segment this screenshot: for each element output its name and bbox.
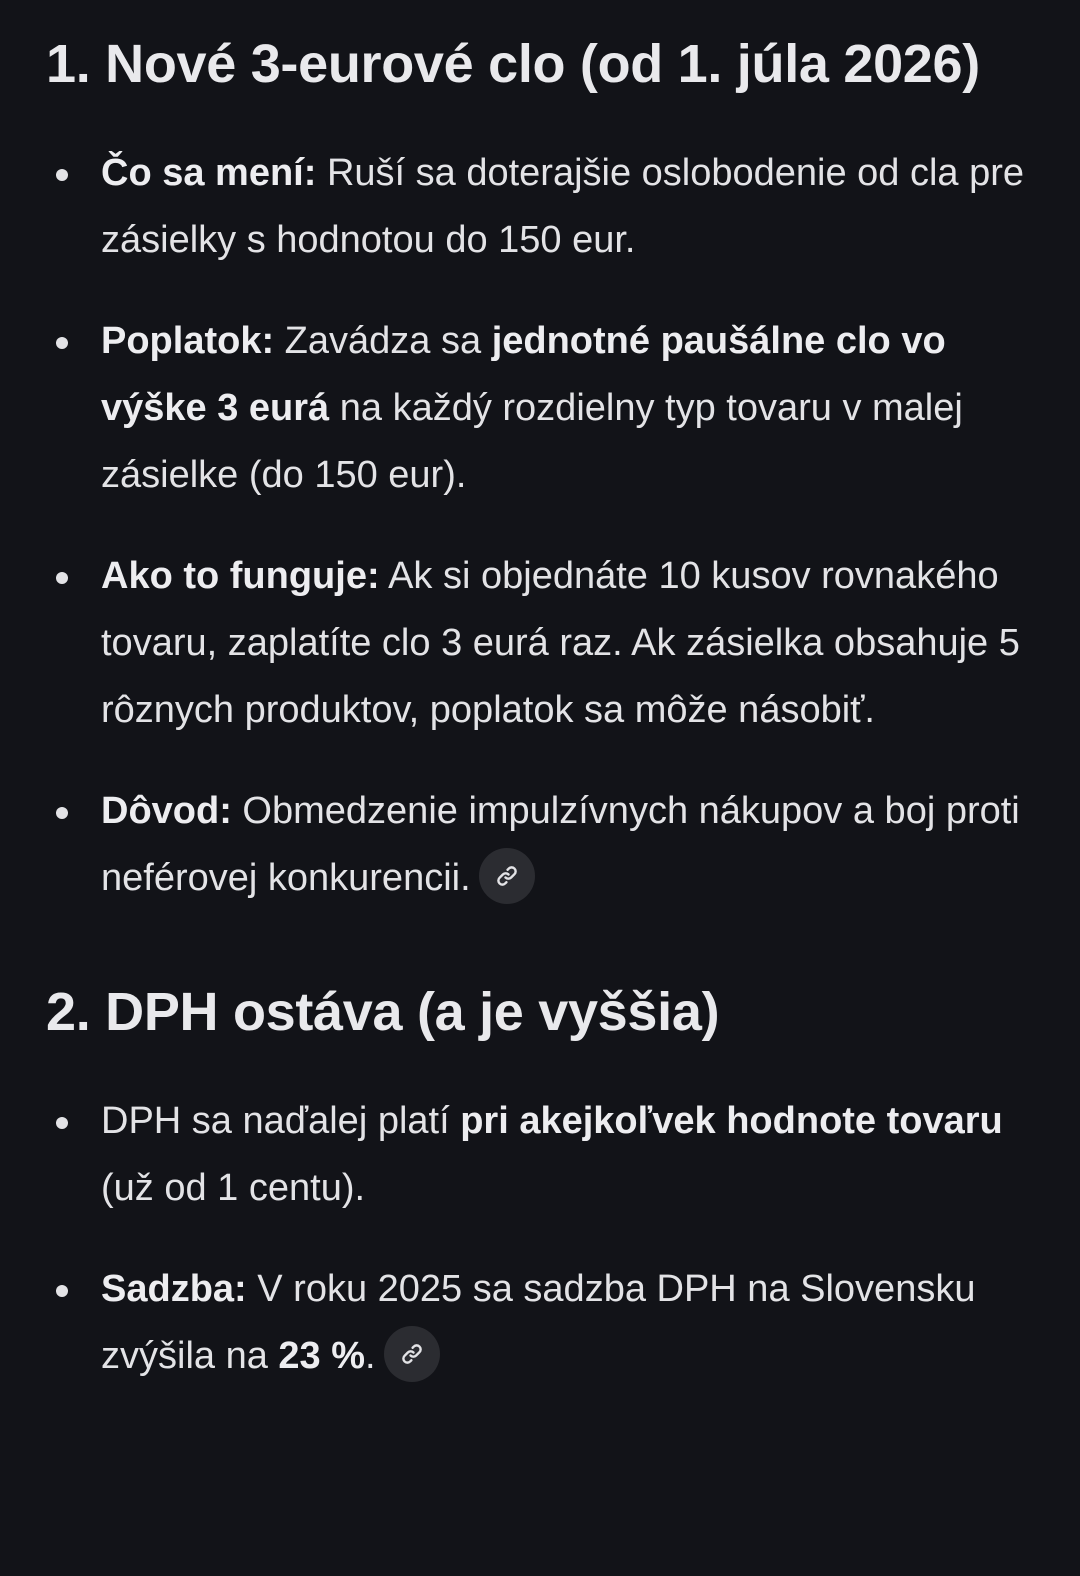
link-icon bbox=[400, 1342, 424, 1366]
list-item-vat-any-value bbox=[46, 1088, 1036, 1222]
item-text: Obmedzenie impulzívnych nákupov a boj proti neférovej konkurencii. bbox=[101, 790, 1020, 899]
list-item-fee bbox=[46, 308, 1036, 509]
item-text: (už od 1 centu). bbox=[101, 1167, 366, 1209]
item-text: Ak si objednáte 10 kusov rovnakého tovaru, zaplatíte clo 3 eurá raz. Ak zásielka obsahuje 5 rôznych produktov, poplatok sa môže násobiť. bbox=[101, 555, 1020, 731]
list-item-how-it-works bbox=[46, 543, 1036, 744]
item-label: Čo sa mení: bbox=[101, 152, 317, 194]
item-text: . bbox=[365, 1335, 376, 1377]
item-label: Poplatok: bbox=[101, 320, 275, 362]
item-label: Ako to funguje: bbox=[101, 555, 380, 597]
item-bold-text: 23 % bbox=[278, 1335, 366, 1377]
new-duty-list bbox=[46, 140, 1036, 912]
item-text: Zavádza sa bbox=[274, 320, 492, 362]
item-label: Sadzba: bbox=[101, 1268, 247, 1310]
source-link-button[interactable] bbox=[479, 848, 535, 904]
list-item-rate bbox=[46, 1256, 1036, 1390]
section-heading-vat: 2. DPH ostáva (a je vyššia) bbox=[46, 982, 720, 1042]
list-item-reason bbox=[46, 778, 1036, 912]
source-link-button[interactable] bbox=[384, 1326, 440, 1382]
item-label: Dôvod: bbox=[101, 790, 232, 832]
vat-list bbox=[46, 1088, 1036, 1390]
item-bold-text: jednotné paušálne clo vo výške 3 eurá bbox=[101, 320, 946, 429]
response-content bbox=[46, 24, 1036, 1424]
item-bold-text: pri akejkoľvek hodnote tovaru bbox=[460, 1100, 1003, 1142]
item-text: V roku 2025 sa sadzba DPH na Slovensku zvýšila na bbox=[101, 1268, 976, 1377]
link-icon bbox=[495, 864, 519, 888]
item-text: DPH sa naďalej platí bbox=[101, 1100, 461, 1142]
section-heading-new-duty: 1. Nové 3-eurové clo (od 1. júla 2026) bbox=[46, 34, 980, 94]
list-item-what-changes bbox=[46, 140, 1036, 274]
item-text: Ruší sa doterajšie oslobodenie od cla pre zásielky s hodnotou do 150 eur. bbox=[101, 152, 1025, 261]
item-text: na každý rozdielny typ tovaru v malej zásielke (do 150 eur). bbox=[101, 387, 963, 496]
